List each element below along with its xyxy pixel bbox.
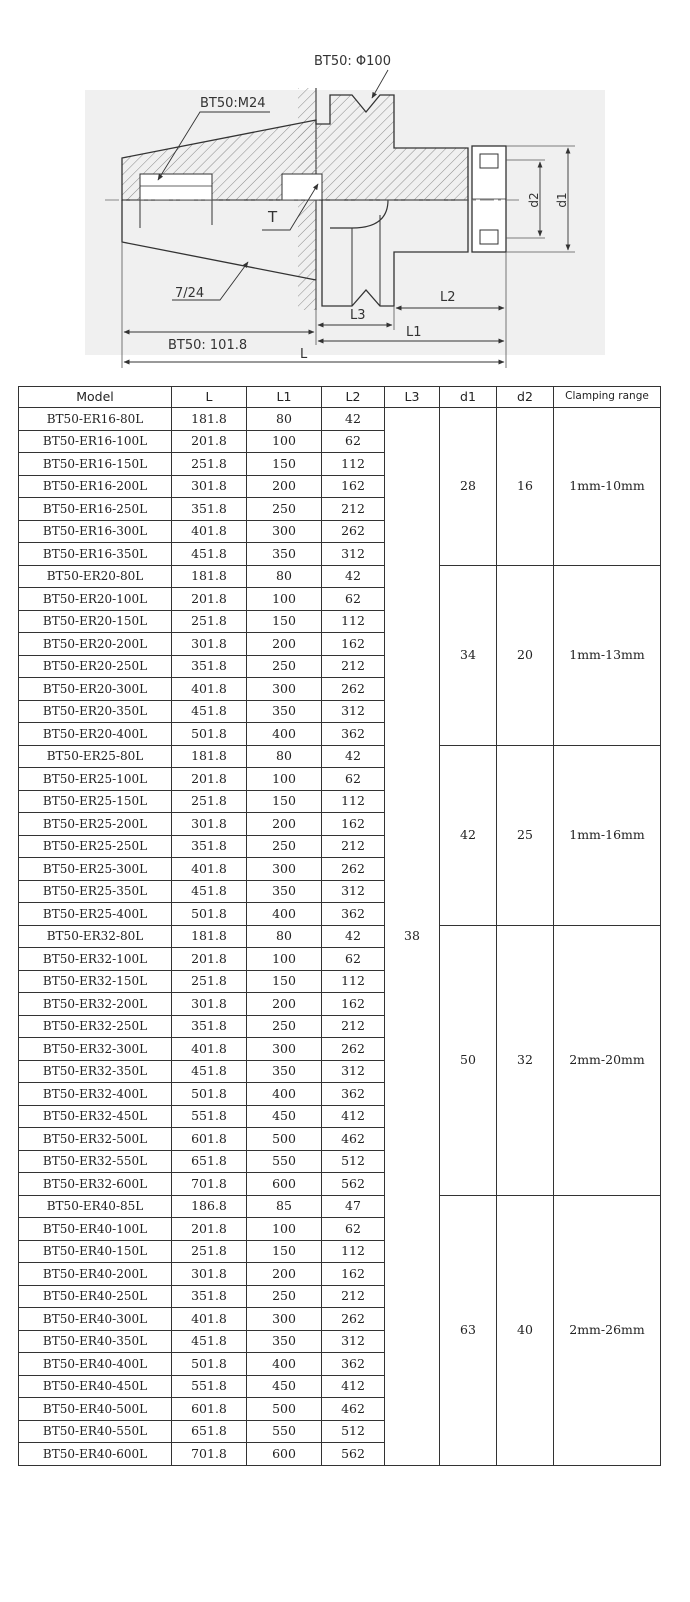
l-cell: 651.8 bbox=[172, 1150, 247, 1173]
header-l1: L1 bbox=[247, 387, 322, 408]
l1-cell: 300 bbox=[247, 678, 322, 701]
l-cell: 401.8 bbox=[172, 520, 247, 543]
model-cell: BT50-ER40-100L bbox=[19, 1218, 172, 1241]
l-cell: 551.8 bbox=[172, 1105, 247, 1128]
table-row bbox=[19, 408, 661, 431]
model-cell: BT50-ER25-300L bbox=[19, 858, 172, 881]
l2-cell: 262 bbox=[322, 1038, 385, 1061]
l-cell: 301.8 bbox=[172, 813, 247, 836]
l2-cell: 62 bbox=[322, 430, 385, 453]
l2-cell: 162 bbox=[322, 633, 385, 656]
l2-cell: 462 bbox=[322, 1398, 385, 1421]
l-cell: 451.8 bbox=[172, 543, 247, 566]
l2-cell: 512 bbox=[322, 1420, 385, 1443]
l1-cell: 300 bbox=[247, 1038, 322, 1061]
header-model: Model bbox=[19, 387, 172, 408]
table-row bbox=[19, 565, 661, 588]
model-cell: BT50-ER32-450L bbox=[19, 1105, 172, 1128]
l2-cell: 212 bbox=[322, 1015, 385, 1038]
model-cell: BT50-ER16-200L bbox=[19, 475, 172, 498]
l1-cell: 450 bbox=[247, 1375, 322, 1398]
l-cell: 301.8 bbox=[172, 993, 247, 1016]
model-cell: BT50-ER20-400L bbox=[19, 723, 172, 746]
l2-cell: 162 bbox=[322, 813, 385, 836]
l-cell: 301.8 bbox=[172, 1263, 247, 1286]
header-d2: d2 bbox=[497, 387, 554, 408]
l1-cell: 600 bbox=[247, 1173, 322, 1196]
l2-cell: 42 bbox=[322, 745, 385, 768]
l-cell: 401.8 bbox=[172, 678, 247, 701]
model-cell: BT50-ER16-80L bbox=[19, 408, 172, 431]
l1-cell: 550 bbox=[247, 1420, 322, 1443]
model-cell: BT50-ER25-100L bbox=[19, 768, 172, 791]
l1-cell: 350 bbox=[247, 543, 322, 566]
l-cell: 351.8 bbox=[172, 1285, 247, 1308]
l-cell: 351.8 bbox=[172, 655, 247, 678]
model-cell: BT50-ER40-200L bbox=[19, 1263, 172, 1286]
l2-cell: 212 bbox=[322, 498, 385, 521]
l-cell: 186.8 bbox=[172, 1195, 247, 1218]
l2-cell: 42 bbox=[322, 565, 385, 588]
l2-cell: 362 bbox=[322, 903, 385, 926]
d2-cell: 16 bbox=[497, 408, 554, 566]
l2-cell: 212 bbox=[322, 1285, 385, 1308]
l2-cell: 512 bbox=[322, 1150, 385, 1173]
l-cell: 501.8 bbox=[172, 1353, 247, 1376]
l2-cell: 162 bbox=[322, 993, 385, 1016]
l2-cell: 262 bbox=[322, 520, 385, 543]
l-cell: 181.8 bbox=[172, 565, 247, 588]
l1-cell: 350 bbox=[247, 1330, 322, 1353]
l2-cell: 362 bbox=[322, 1353, 385, 1376]
model-cell: BT50-ER16-350L bbox=[19, 543, 172, 566]
model-cell: BT50-ER25-200L bbox=[19, 813, 172, 836]
l1-cell: 250 bbox=[247, 655, 322, 678]
model-cell: BT50-ER25-250L bbox=[19, 835, 172, 858]
d1-cell: 50 bbox=[440, 925, 497, 1195]
l1-cell: 100 bbox=[247, 430, 322, 453]
l1-label: L1 bbox=[406, 325, 422, 340]
l2-cell: 62 bbox=[322, 768, 385, 791]
model-cell: BT50-ER32-250L bbox=[19, 1015, 172, 1038]
l2-cell: 412 bbox=[322, 1375, 385, 1398]
model-cell: BT50-ER16-100L bbox=[19, 430, 172, 453]
l-cell: 601.8 bbox=[172, 1128, 247, 1151]
l1-cell: 100 bbox=[247, 1218, 322, 1241]
l1-cell: 200 bbox=[247, 993, 322, 1016]
l1-cell: 150 bbox=[247, 790, 322, 813]
l-cell: 401.8 bbox=[172, 1038, 247, 1061]
thread-label: BT50:M24 bbox=[200, 96, 266, 111]
header-l: L bbox=[172, 387, 247, 408]
l-cell: 351.8 bbox=[172, 1015, 247, 1038]
l2-cell: 112 bbox=[322, 610, 385, 633]
model-cell: BT50-ER40-550L bbox=[19, 1420, 172, 1443]
l1-cell: 80 bbox=[247, 408, 322, 431]
l2-cell: 412 bbox=[322, 1105, 385, 1128]
model-cell: BT50-ER20-350L bbox=[19, 700, 172, 723]
l-cell: 201.8 bbox=[172, 768, 247, 791]
l-cell: 301.8 bbox=[172, 475, 247, 498]
head-diameter-label: BT50: Φ100 bbox=[314, 54, 391, 69]
l1-cell: 350 bbox=[247, 700, 322, 723]
l-cell: 501.8 bbox=[172, 903, 247, 926]
model-cell: BT50-ER16-150L bbox=[19, 453, 172, 476]
model-cell: BT50-ER40-85L bbox=[19, 1195, 172, 1218]
clamping-range-cell: 1mm-10mm bbox=[554, 408, 661, 566]
l2-cell: 312 bbox=[322, 543, 385, 566]
l1-cell: 300 bbox=[247, 858, 322, 881]
model-cell: BT50-ER16-300L bbox=[19, 520, 172, 543]
d1-cell: 34 bbox=[440, 565, 497, 745]
l-cell: 201.8 bbox=[172, 430, 247, 453]
l2-cell: 562 bbox=[322, 1443, 385, 1466]
l1-cell: 200 bbox=[247, 1263, 322, 1286]
table-row bbox=[19, 1195, 661, 1218]
l1-cell: 300 bbox=[247, 1308, 322, 1331]
model-cell: BT50-ER40-300L bbox=[19, 1308, 172, 1331]
model-cell: BT50-ER32-600L bbox=[19, 1173, 172, 1196]
model-cell: BT50-ER32-150L bbox=[19, 970, 172, 993]
spec-table-body bbox=[19, 408, 661, 1466]
model-cell: BT50-ER20-150L bbox=[19, 610, 172, 633]
l2-cell: 62 bbox=[322, 588, 385, 611]
model-cell: BT50-ER25-350L bbox=[19, 880, 172, 903]
l-cell: 251.8 bbox=[172, 453, 247, 476]
model-cell: BT50-ER32-350L bbox=[19, 1060, 172, 1083]
l-cell: 451.8 bbox=[172, 700, 247, 723]
l1-cell: 500 bbox=[247, 1398, 322, 1421]
l2-cell: 112 bbox=[322, 970, 385, 993]
model-cell: BT50-ER32-400L bbox=[19, 1083, 172, 1106]
d1-cell: 63 bbox=[440, 1195, 497, 1465]
l2-cell: 362 bbox=[322, 723, 385, 746]
l-cell: 251.8 bbox=[172, 970, 247, 993]
d1-label: d1 bbox=[555, 192, 569, 208]
l-cell: 201.8 bbox=[172, 948, 247, 971]
l1-cell: 200 bbox=[247, 633, 322, 656]
l1-cell: 80 bbox=[247, 925, 322, 948]
collet-nut bbox=[472, 146, 506, 252]
clamping-range-cell: 1mm-16mm bbox=[554, 745, 661, 925]
l1-cell: 400 bbox=[247, 1083, 322, 1106]
model-cell: BT50-ER16-250L bbox=[19, 498, 172, 521]
clamping-range-cell: 1mm-13mm bbox=[554, 565, 661, 745]
model-cell: BT50-ER25-80L bbox=[19, 745, 172, 768]
l-cell: 401.8 bbox=[172, 858, 247, 881]
l1-cell: 400 bbox=[247, 903, 322, 926]
l2-cell: 262 bbox=[322, 1308, 385, 1331]
l-cell: 651.8 bbox=[172, 1420, 247, 1443]
table-header-row bbox=[19, 387, 661, 408]
spec-table bbox=[18, 386, 661, 1466]
l-cell: 701.8 bbox=[172, 1443, 247, 1466]
l2-cell: 112 bbox=[322, 453, 385, 476]
model-cell: BT50-ER40-350L bbox=[19, 1330, 172, 1353]
d2-cell: 25 bbox=[497, 745, 554, 925]
l-cell: 251.8 bbox=[172, 610, 247, 633]
l2-cell: 112 bbox=[322, 790, 385, 813]
total-length-label: L bbox=[300, 347, 308, 362]
l1-cell: 80 bbox=[247, 745, 322, 768]
drawbar-label: T bbox=[268, 208, 278, 226]
l-cell: 201.8 bbox=[172, 588, 247, 611]
l1-cell: 350 bbox=[247, 1060, 322, 1083]
l-cell: 501.8 bbox=[172, 723, 247, 746]
l1-cell: 100 bbox=[247, 948, 322, 971]
l2-label: L2 bbox=[440, 290, 456, 305]
l2-cell: 312 bbox=[322, 1330, 385, 1353]
l2-cell: 462 bbox=[322, 1128, 385, 1151]
l-cell: 501.8 bbox=[172, 1083, 247, 1106]
l1-cell: 600 bbox=[247, 1443, 322, 1466]
l1-cell: 85 bbox=[247, 1195, 322, 1218]
l-cell: 181.8 bbox=[172, 408, 247, 431]
model-cell: BT50-ER25-150L bbox=[19, 790, 172, 813]
l1-cell: 250 bbox=[247, 1015, 322, 1038]
l2-cell: 42 bbox=[322, 408, 385, 431]
l-cell: 551.8 bbox=[172, 1375, 247, 1398]
model-cell: BT50-ER20-250L bbox=[19, 655, 172, 678]
l2-cell: 262 bbox=[322, 858, 385, 881]
l-cell: 351.8 bbox=[172, 498, 247, 521]
l2-cell: 62 bbox=[322, 948, 385, 971]
l-cell: 251.8 bbox=[172, 790, 247, 813]
l1-cell: 200 bbox=[247, 475, 322, 498]
l1-cell: 450 bbox=[247, 1105, 322, 1128]
l1-cell: 250 bbox=[247, 835, 322, 858]
l1-cell: 250 bbox=[247, 1285, 322, 1308]
table-row bbox=[19, 925, 661, 948]
l2-cell: 47 bbox=[322, 1195, 385, 1218]
table-row bbox=[19, 745, 661, 768]
d2-cell: 32 bbox=[497, 925, 554, 1195]
gauge-length-label: BT50: 101.8 bbox=[168, 338, 248, 353]
l1-cell: 350 bbox=[247, 880, 322, 903]
header-clamping-range: Clamping range bbox=[554, 387, 661, 408]
l-cell: 451.8 bbox=[172, 1060, 247, 1083]
model-cell: BT50-ER40-500L bbox=[19, 1398, 172, 1421]
model-cell: BT50-ER20-100L bbox=[19, 588, 172, 611]
l2-cell: 212 bbox=[322, 655, 385, 678]
header-l2: L2 bbox=[322, 387, 385, 408]
l1-cell: 250 bbox=[247, 498, 322, 521]
l2-cell: 162 bbox=[322, 475, 385, 498]
l-cell: 601.8 bbox=[172, 1398, 247, 1421]
model-cell: BT50-ER32-100L bbox=[19, 948, 172, 971]
l-cell: 301.8 bbox=[172, 633, 247, 656]
l2-cell: 162 bbox=[322, 1263, 385, 1286]
clamping-range-cell: 2mm-26mm bbox=[554, 1195, 661, 1465]
model-cell: BT50-ER40-600L bbox=[19, 1443, 172, 1466]
model-cell: BT50-ER32-500L bbox=[19, 1128, 172, 1151]
l2-cell: 262 bbox=[322, 678, 385, 701]
l2-cell: 312 bbox=[322, 1060, 385, 1083]
d1-cell: 42 bbox=[440, 745, 497, 925]
l2-cell: 312 bbox=[322, 880, 385, 903]
model-cell: BT50-ER20-200L bbox=[19, 633, 172, 656]
l1-cell: 100 bbox=[247, 588, 322, 611]
l1-cell: 400 bbox=[247, 1353, 322, 1376]
model-cell: BT50-ER40-150L bbox=[19, 1240, 172, 1263]
l3-label: L3 bbox=[350, 308, 366, 323]
l2-cell: 312 bbox=[322, 700, 385, 723]
l2-cell: 362 bbox=[322, 1083, 385, 1106]
d1-cell: 28 bbox=[440, 408, 497, 566]
header-d1: d1 bbox=[440, 387, 497, 408]
model-cell: BT50-ER32-80L bbox=[19, 925, 172, 948]
l1-cell: 100 bbox=[247, 768, 322, 791]
l-cell: 451.8 bbox=[172, 880, 247, 903]
l1-cell: 150 bbox=[247, 453, 322, 476]
l-cell: 251.8 bbox=[172, 1240, 247, 1263]
l-cell: 201.8 bbox=[172, 1218, 247, 1241]
l-cell: 701.8 bbox=[172, 1173, 247, 1196]
l-cell: 451.8 bbox=[172, 1330, 247, 1353]
model-cell: BT50-ER32-300L bbox=[19, 1038, 172, 1061]
l2-cell: 62 bbox=[322, 1218, 385, 1241]
l1-cell: 150 bbox=[247, 610, 322, 633]
l-cell: 351.8 bbox=[172, 835, 247, 858]
model-cell: BT50-ER40-450L bbox=[19, 1375, 172, 1398]
taper-label: 7/24 bbox=[175, 286, 205, 301]
d2-label: d2 bbox=[527, 192, 541, 208]
d2-cell: 20 bbox=[497, 565, 554, 745]
l1-cell: 300 bbox=[247, 520, 322, 543]
model-cell: BT50-ER25-400L bbox=[19, 903, 172, 926]
l-cell: 401.8 bbox=[172, 1308, 247, 1331]
l1-cell: 500 bbox=[247, 1128, 322, 1151]
l2-cell: 212 bbox=[322, 835, 385, 858]
clamping-range-cell: 2mm-20mm bbox=[554, 925, 661, 1195]
l1-cell: 150 bbox=[247, 1240, 322, 1263]
model-cell: BT50-ER32-550L bbox=[19, 1150, 172, 1173]
l2-cell: 112 bbox=[322, 1240, 385, 1263]
l2-cell: 42 bbox=[322, 925, 385, 948]
model-cell: BT50-ER40-400L bbox=[19, 1353, 172, 1376]
tool-holder-drawing bbox=[0, 0, 690, 380]
d2-cell: 40 bbox=[497, 1195, 554, 1465]
l3-cell: 38 bbox=[385, 408, 440, 1466]
model-cell: BT50-ER32-200L bbox=[19, 993, 172, 1016]
model-cell: BT50-ER20-300L bbox=[19, 678, 172, 701]
l1-cell: 80 bbox=[247, 565, 322, 588]
l1-cell: 200 bbox=[247, 813, 322, 836]
l1-cell: 150 bbox=[247, 970, 322, 993]
l-cell: 181.8 bbox=[172, 925, 247, 948]
l1-cell: 400 bbox=[247, 723, 322, 746]
l2-cell: 562 bbox=[322, 1173, 385, 1196]
l-cell: 181.8 bbox=[172, 745, 247, 768]
model-cell: BT50-ER40-250L bbox=[19, 1285, 172, 1308]
header-l3: L3 bbox=[385, 387, 440, 408]
l1-cell: 550 bbox=[247, 1150, 322, 1173]
model-cell: BT50-ER20-80L bbox=[19, 565, 172, 588]
